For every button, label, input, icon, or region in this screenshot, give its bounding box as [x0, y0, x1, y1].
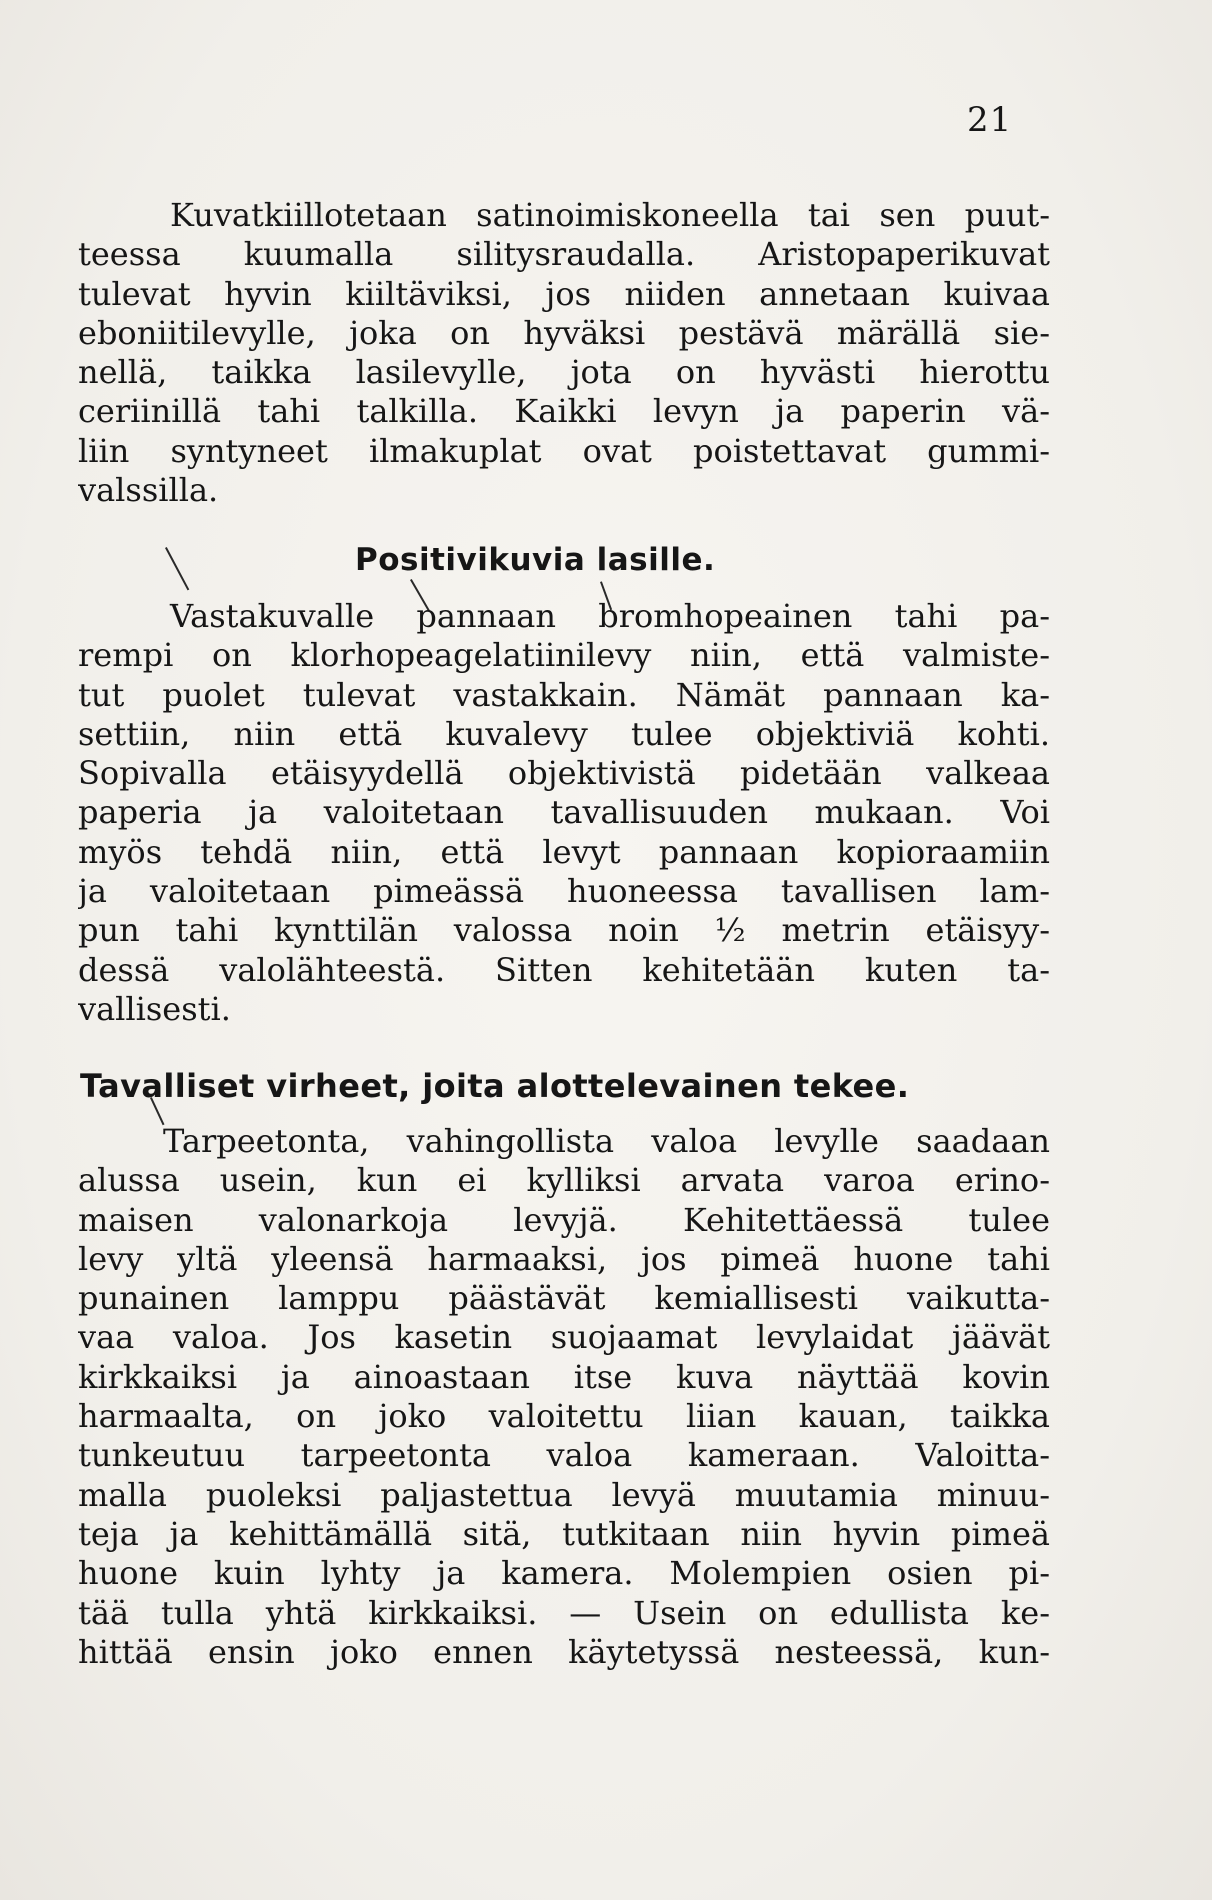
text-line: huone kuin lyhty ja kamera. Molempien osien pi-	[78, 1554, 1050, 1593]
text-line: vaa valoa. Jos kasetin suojaamat levylaidat jäävät	[78, 1318, 1050, 1357]
section-heading-errors: Tavalliset virheet, joita alottelevainen tekee.	[80, 1067, 910, 1105]
text-line: tunkeutuu tarpeetonta valoa kameraan. Valoitta-	[78, 1436, 1050, 1475]
text-line: hittää ensin joko ennen käytetyssä nesteessä, kun-	[78, 1632, 1050, 1671]
text-line: nellä, taikka lasilevylle, jota on hyvästi hierottu	[78, 353, 1050, 392]
text-line: paperia ja valoitetaan tavallisuuden mukaan. Voi	[78, 793, 1050, 832]
text-line: Tarpeetonta, vahingollista valoa levylle saadaan	[163, 1122, 1050, 1160]
page-number: 21	[967, 100, 1013, 140]
paragraph-errors	[78, 1122, 1050, 1672]
text-line: rempi on klorhopeagelatiinilevy niin, että valmiste-	[78, 636, 1050, 675]
section-heading-positive: Positivikuvia lasille.	[355, 542, 716, 578]
text-line: liin syntyneet ilmakuplat ovat poistettavat gummi-	[78, 431, 1050, 470]
text-line: dessä valolähteestä. Sitten kehitetään kuten ta-	[78, 950, 1050, 989]
text-line: Kuvatkiillotetaan satinoimiskoneella tai sen puut-	[170, 196, 1050, 234]
text-line: tulevat hyvin kiiltäviksi, jos niiden annetaan kuivaa	[78, 274, 1050, 313]
text-line: alussa usein, kun ei kylliksi arvata varoa erino-	[78, 1161, 1050, 1200]
text-line: eboniitilevylle, joka on hyväksi pestävä märällä sie-	[78, 313, 1050, 352]
text-line: Sopivalla etäisyydellä objektivistä pidetään valkeaa	[78, 754, 1050, 793]
text-line: punainen lamppu päästävät kemiallisesti vaikutta-	[78, 1279, 1050, 1318]
text-line: maisen valonarkoja levyjä. Kehitettäessä tulee	[78, 1200, 1050, 1239]
text-line: valssilla.	[78, 471, 219, 510]
text-line: harmaalta, on joko valoitettu liian kauan, taikka	[78, 1397, 1050, 1436]
text-line: vallisesti.	[78, 989, 231, 1028]
text-line: malla puoleksi paljastettua levyä muutamia minuu-	[78, 1475, 1050, 1514]
text-line: kirkkaiksi ja ainoastaan itse kuva näyttää kovin	[78, 1357, 1050, 1396]
text-line: settiin, niin että kuvalevy tulee objektiviä kohti.	[78, 714, 1050, 753]
paragraph-intro	[78, 196, 1050, 510]
text-line: ceriinillä tahi talkilla. Kaikki levyn ja paperin vä-	[78, 392, 1050, 431]
text-line: pun tahi kynttilän valossa noin ½ metrin etäisyy-	[78, 911, 1050, 950]
text-line: teja ja kehittämällä sitä, tutkitaan niin hyvin pimeä	[78, 1514, 1050, 1553]
text-line: tää tulla yhtä kirkkaiksi. — Usein on edullista ke-	[78, 1593, 1050, 1632]
text-line: teessa kuumalla silitysraudalla. Aristopaperikuvat	[78, 235, 1050, 274]
text-line: levy yltä yleensä harmaaksi, jos pimeä huone tahi	[78, 1239, 1050, 1278]
pencil-mark	[165, 547, 189, 590]
paragraph-positive	[78, 597, 1050, 1029]
text-line: Vastakuvalle pannaan bromhopeainen tahi pa-	[170, 597, 1050, 635]
text-line: ja valoitetaan pimeässä huoneessa tavallisen lam-	[78, 872, 1050, 911]
text-line: myös tehdä niin, että levyt pannaan kopioraamiin	[78, 832, 1050, 871]
text-line: tut puolet tulevat vastakkain. Nämät pannaan ka-	[78, 675, 1050, 714]
